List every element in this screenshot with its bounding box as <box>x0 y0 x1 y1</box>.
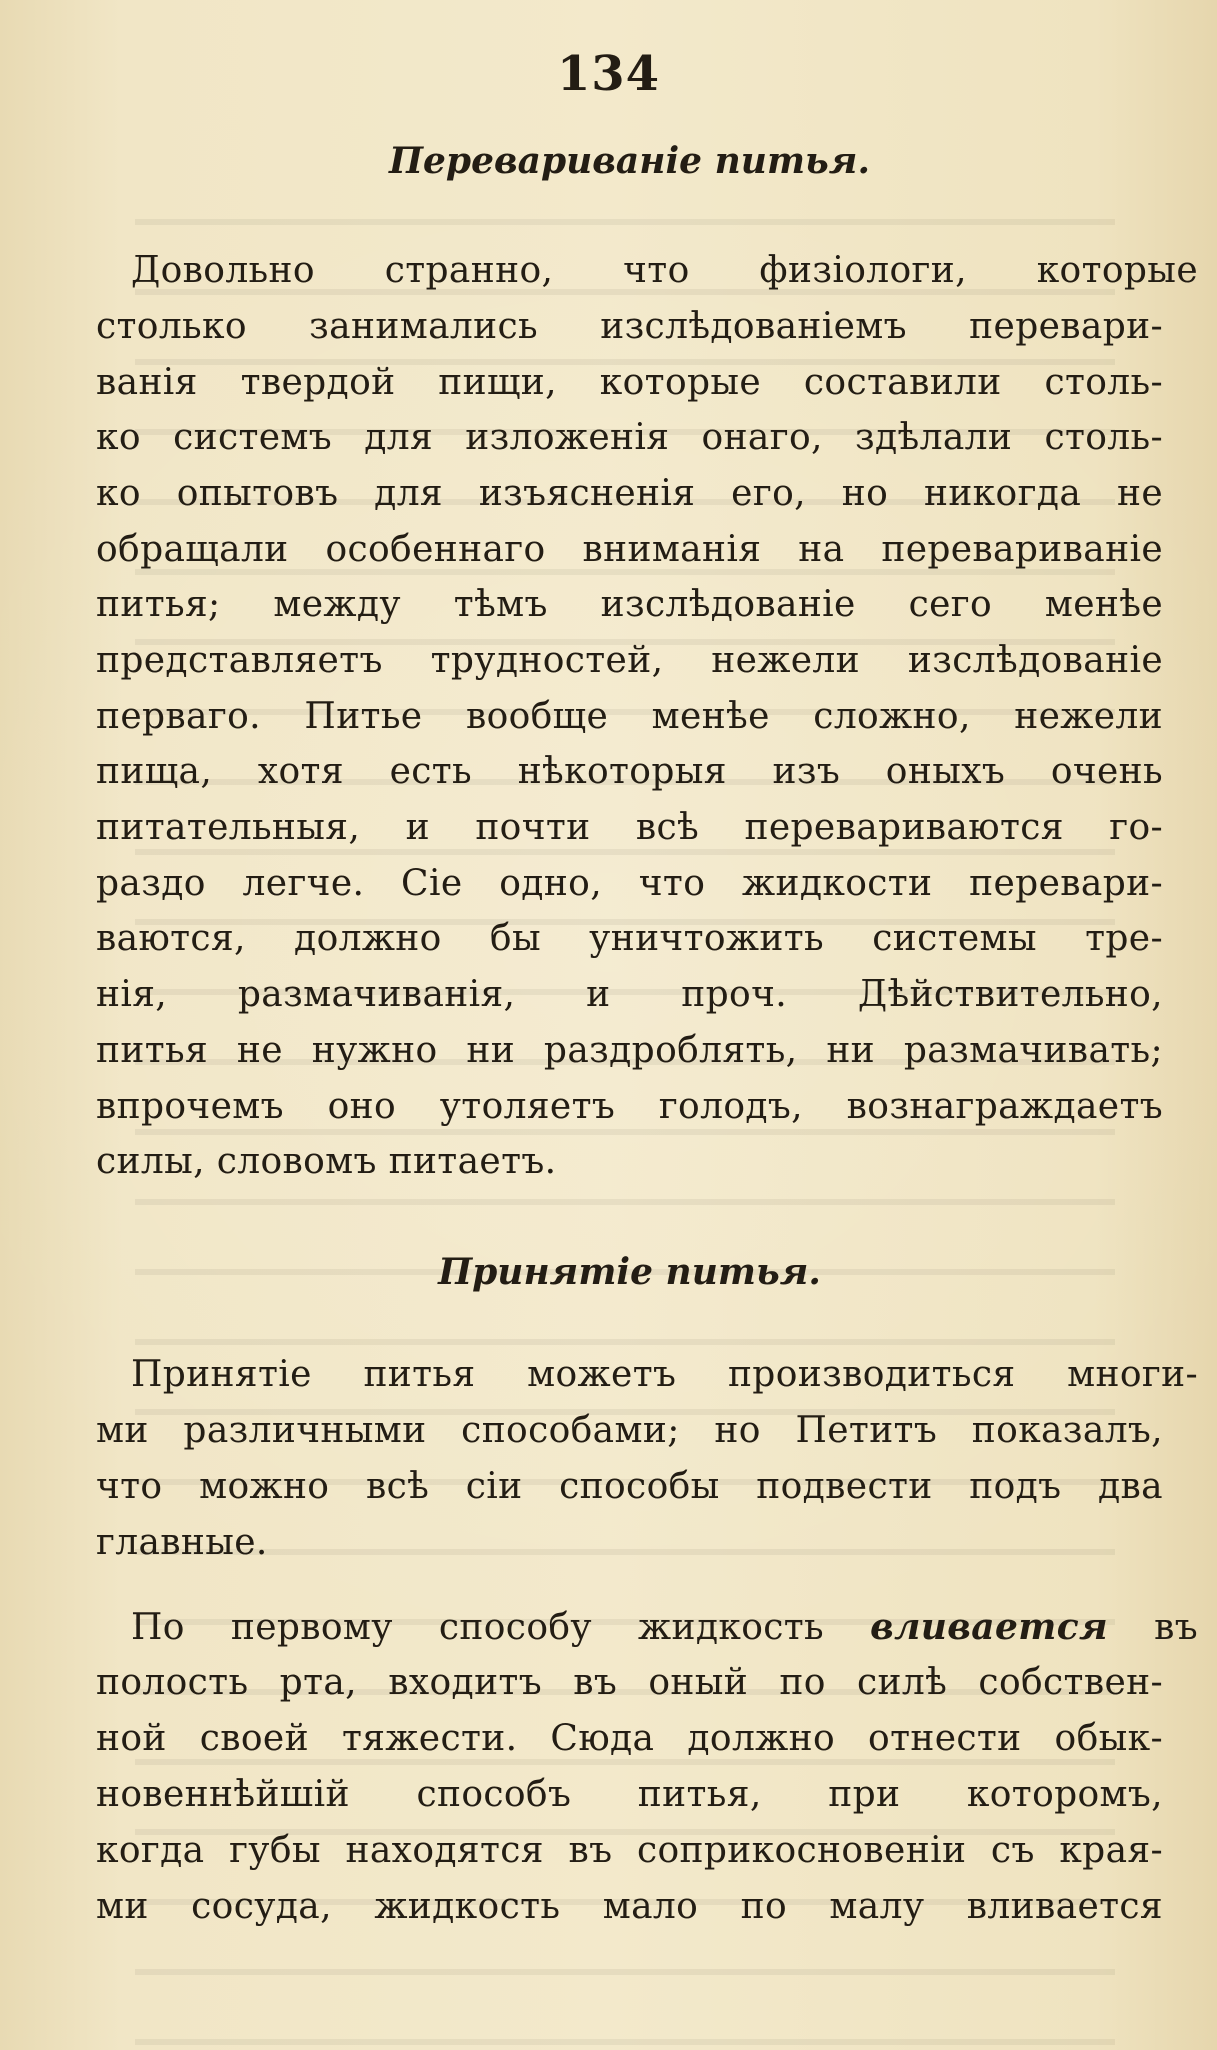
text-line: ванія твердой пищи, которые составили столь- <box>96 361 1163 403</box>
text-line: нія, размачиванія, и проч. Дѣйствительно, <box>96 974 1163 1016</box>
text-line <box>96 1599 1198 1655</box>
text-line: ной своей тяжести. Сюда должно отнести обык- <box>96 1718 1163 1760</box>
text-line: ваются, должно бы уничтожить системы тре- <box>96 918 1163 960</box>
text-line: столько занимались изслѣдованіемъ перевари- <box>96 305 1163 347</box>
section-title-taking-drink: Принятіе питья. <box>438 1250 821 1293</box>
emphasized-word: вливается <box>870 1606 1109 1649</box>
text-line: Довольно странно, что физіологи, которые <box>131 250 1198 292</box>
text-fragment: въ <box>1154 1607 1198 1649</box>
text-line: силы, словомъ питаетъ. <box>96 1141 557 1183</box>
text-line: ко системъ для изложенія онаго, здѣлали столь- <box>96 417 1163 459</box>
page-number: 134 <box>556 46 661 102</box>
text-line: питья не нужно ни раздроблять, ни размачивать; <box>96 1029 1163 1071</box>
text-line: представляетъ трудностей, нежели изслѣдованіе <box>96 640 1163 681</box>
text-line: главные. <box>96 1522 268 1564</box>
paragraph-taking-drink-intro <box>96 1347 1198 1571</box>
text-line: впрочемъ оно утоляетъ голодъ, вознаграждаетъ <box>96 1085 1163 1127</box>
text-line: питья; между тѣмъ изслѣдованіе сего менѣе <box>96 584 1163 626</box>
paragraph-first-method <box>96 1599 1198 1935</box>
text-line: Принятіе питья можетъ производиться многи- <box>131 1354 1198 1396</box>
text-line: питательныя, и почти всѣ перевариваются го- <box>96 807 1163 849</box>
text-line: раздо легче. Сіе одно, что жидкости перевари- <box>96 862 1163 904</box>
text-line: что можно всѣ сіи способы подвести подъ два <box>96 1466 1163 1508</box>
text-line: пища, хотя есть нѣкоторыя изъ оныхъ очень <box>96 751 1163 793</box>
page-content <box>96 140 1198 1935</box>
section-title-digestion-of-drink: Перевариваніе питья. <box>388 140 870 182</box>
text-line: новеннѣйшій способъ питья, при которомъ, <box>96 1774 1163 1816</box>
text-line: ко опытовъ для изъясненія его, но никогда не <box>96 472 1163 514</box>
text-line: ми сосуда, жидкость мало по малу вливается <box>96 1886 1163 1928</box>
text-line: перваго. Питье вообще менѣе сложно, нежели <box>96 695 1163 737</box>
paragraph-digestion-of-drink <box>96 243 1198 1190</box>
text-fragment: По первому способу жидкость <box>131 1607 824 1649</box>
text-line: полость рта, входитъ въ оный по силѣ собствен- <box>96 1662 1163 1704</box>
text-line: обращали особеннаго вниманія на перевариваніе <box>96 528 1163 570</box>
text-line: ми различными способами; но Петитъ показалъ, <box>96 1410 1163 1452</box>
text-line: когда губы находятся въ соприкосновеніи съ края- <box>96 1830 1163 1872</box>
